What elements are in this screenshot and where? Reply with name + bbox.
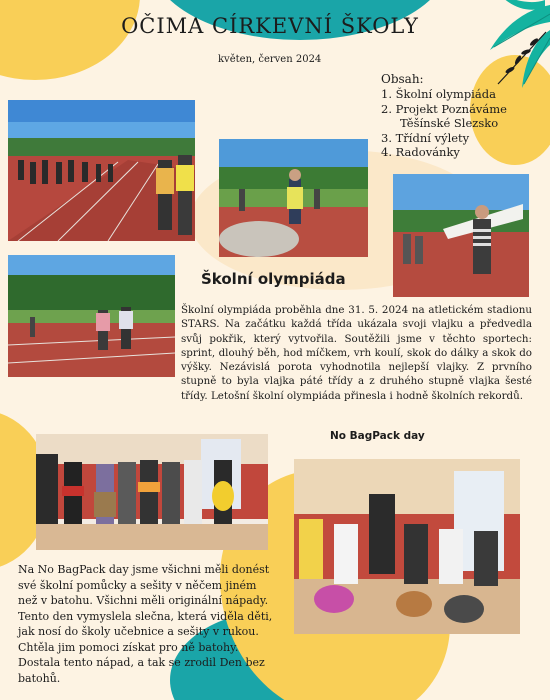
toc-item: 3. Třídní výlety (381, 130, 470, 145)
issue-date: květen, červen 2024 (218, 54, 322, 65)
yellow-blob-top-left (0, 0, 140, 80)
toc-heading: Obsah: (381, 72, 424, 86)
photo-shot-put (219, 139, 368, 257)
toc-item: Těšínské Slezsko (400, 116, 499, 130)
olympiada-heading: Školní olympiáda (201, 270, 346, 288)
photo-bagpack-class (36, 434, 268, 550)
toc-item: 4. Radovánky (381, 145, 460, 159)
photo-bagpack-room (294, 459, 520, 634)
photo-sprint (8, 255, 175, 377)
toc-item: 1. Školní olympiáda (381, 87, 496, 101)
toc-item: 2. Projekt Poznáváme (381, 101, 507, 116)
olympiada-text: Školní olympiáda proběhla dne 31. 5. 2024 na atletickém stadionu STARS. Na začátku každá třída ukázala svoji vlajku a předvedla svůj pokřik, který vytvořila. Soutěžili jsme v těchto sportech: sprint, dlouhý běh, hod míčkem, vrh koulí, skok do dálky a skok do výšky. Nezávislá porota vyhodnotila nejlepší vlajky. Z prvního stupně to byla vlajka páté třídy a z druhého stupně vlajka šesté třídy. Letošní školní olympiáda přinesla i hodně školních rekordů. (181, 304, 532, 402)
photo-flag-bearer (393, 174, 529, 297)
bagpack-heading: No BagPack day (330, 430, 425, 442)
bagpack-text: Na No BagPack day jsme všichni měli donést své školní pomůcky a sešity v něčem jiném než v batohu. Všichni měli originální nápady. Tento den vymyslela slečna, která viděla děti, jak nosí do školy učebnice a sešity v rukou. Chtěla jim pomoci získat pro ně batohy. Dostala tento nápad, a tak se zrodil Den bez batohů. (18, 563, 273, 685)
toc-list (376, 87, 507, 160)
photo-olympics-parade (8, 100, 195, 241)
page-title: OČIMA CÍRKEVNÍ ŠKOLY (121, 14, 419, 38)
